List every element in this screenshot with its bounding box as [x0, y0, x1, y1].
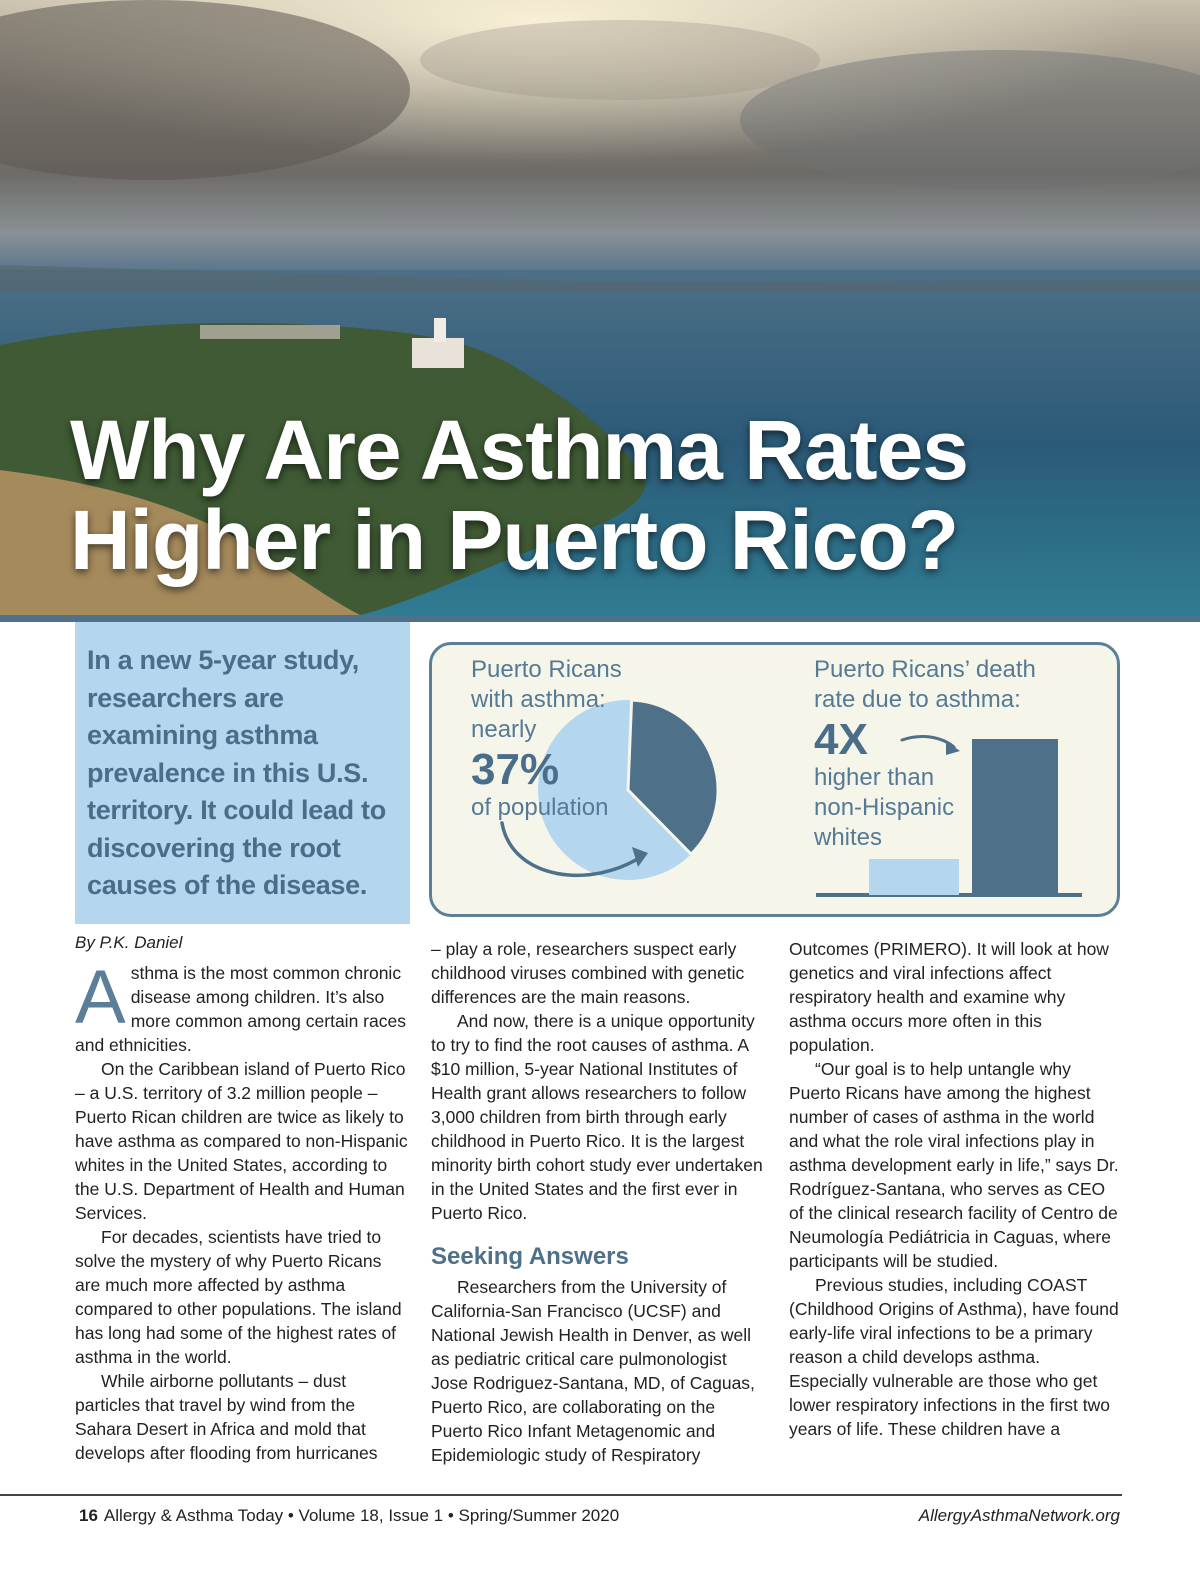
bar-label-line-4: non-Hispanic	[814, 794, 955, 821]
title-line-2: Higher in Puerto Rico?	[70, 493, 959, 587]
bar-puerto-ricans	[972, 739, 1058, 895]
title-line-1: Why Are Asthma Rates	[70, 403, 969, 497]
pie-label-line-1: Puerto Ricans	[471, 656, 622, 683]
section-subhead: Seeking Answers	[431, 1243, 629, 1270]
paragraph: Outcomes (PRIMERO). It will look at how genetics and viral infections affect respiratory health and examine why asthma occurs more often in this population.	[789, 939, 1109, 1055]
article-column-1	[75, 955, 410, 1465]
article-column-3	[789, 937, 1119, 1441]
paragraph: – play a role, researchers suspect early childhood viruses combined with genetic differences are the main reasons.	[431, 939, 745, 1007]
dek-text: In a new 5-year study, researchers are examining asthma prevalence in this U.S. territory. It could lead to discovering the root causes of the disease.	[87, 645, 386, 900]
paragraph: sthma is the most common chronic disease among children. It’s also more common among certain races and ethnicities.	[75, 963, 406, 1055]
publication-info: Allergy & Asthma Today • Volume 18, Issue 1 • Spring/Summer 2020	[103, 1506, 620, 1525]
dek-box	[75, 622, 410, 924]
pie-label-line-4: of population	[471, 794, 609, 821]
hero-photo	[0, 0, 1200, 615]
bar-label-line-5: whites	[814, 824, 883, 851]
bar-non-hispanic-whites	[869, 859, 959, 895]
pie-label-line-3: nearly	[471, 716, 537, 743]
bar-label-line-2: rate due to asthma:	[814, 686, 1021, 713]
footer-website: AllergyAsthmaNetwork.org	[918, 1506, 1120, 1525]
hero-divider	[0, 615, 1200, 622]
paragraph: While airborne pollutants – dust particles that travel by wind from the Sahara Desert in Africa and mold that develops after flooding from hurricanes	[75, 1371, 378, 1463]
paragraph: “Our goal is to help untangle why Puerto Ricans have among the highest number of cases of asthma in the world and what the role viral infections play in asthma development early in life,” says Dr. Rodríguez-Santana, who serves as CEO of the clinical research facility of Centro de Neumología Pediátricia in Caguas, where participants will be studied.	[789, 1059, 1119, 1271]
page-number: 16	[79, 1506, 98, 1525]
paragraph: Researchers from the University of California-San Francisco (UCSF) and National Jewish Health in Denver, as well as pediatric critical care pulmonologist Jose Rodriguez-Santana, MD, of Caguas, Puerto Rico, are collaborating on the Puerto Rico Infant Metagenomic and Epidemiologic study of Respiratory	[431, 1277, 755, 1465]
bar-arrow-head	[946, 741, 960, 755]
paragraph: And now, there is a unique opportunity to try to find the root causes of asthma. A $10 million, 5-year National Institutes of Health grant allows researchers to follow 3,000 children from birth through early childhood in Puerto Rico. It is the largest minority birth cohort study ever undertaken in the United States and the first ever in Puerto Rico.	[431, 1011, 763, 1223]
bar-label-line-3: higher than	[814, 764, 935, 791]
infographic	[429, 642, 1120, 917]
article-title	[70, 405, 1170, 585]
article-column-2	[431, 937, 767, 1467]
paragraph: Previous studies, including COAST (Childhood Origins of Asthma), have found early-life viral infections to be a primary reason a child develops asthma. Especially vulnerable are those who get lower respiratory infections in the first two years of life. These children have a	[789, 1275, 1119, 1439]
paragraph: For decades, scientists have tried to solve the mystery of why Puerto Ricans are much more affected by asthma compared to other populations. The island has long had some of the highest rates of asthma in the world.	[75, 1227, 402, 1367]
bar-big-number: 4X	[814, 715, 868, 764]
byline: By P.K. Daniel	[75, 933, 183, 952]
bar-label-line-1: Puerto Ricans’ death	[814, 656, 1036, 683]
pie-label-line-2: with asthma:	[471, 686, 606, 713]
drop-cap: A	[75, 955, 126, 1040]
paragraph: On the Caribbean island of Puerto Rico – a U.S. territory of 3.2 million people – Puerto Rican children are twice as likely to have asthma as compared to non-Hispanic whites in the United States, according to the U.S. Department of Health and Human Services.	[75, 1059, 408, 1223]
footer-publication	[79, 1506, 619, 1526]
footer-rule	[0, 1494, 1122, 1496]
pie-big-number: 37%	[471, 745, 560, 794]
